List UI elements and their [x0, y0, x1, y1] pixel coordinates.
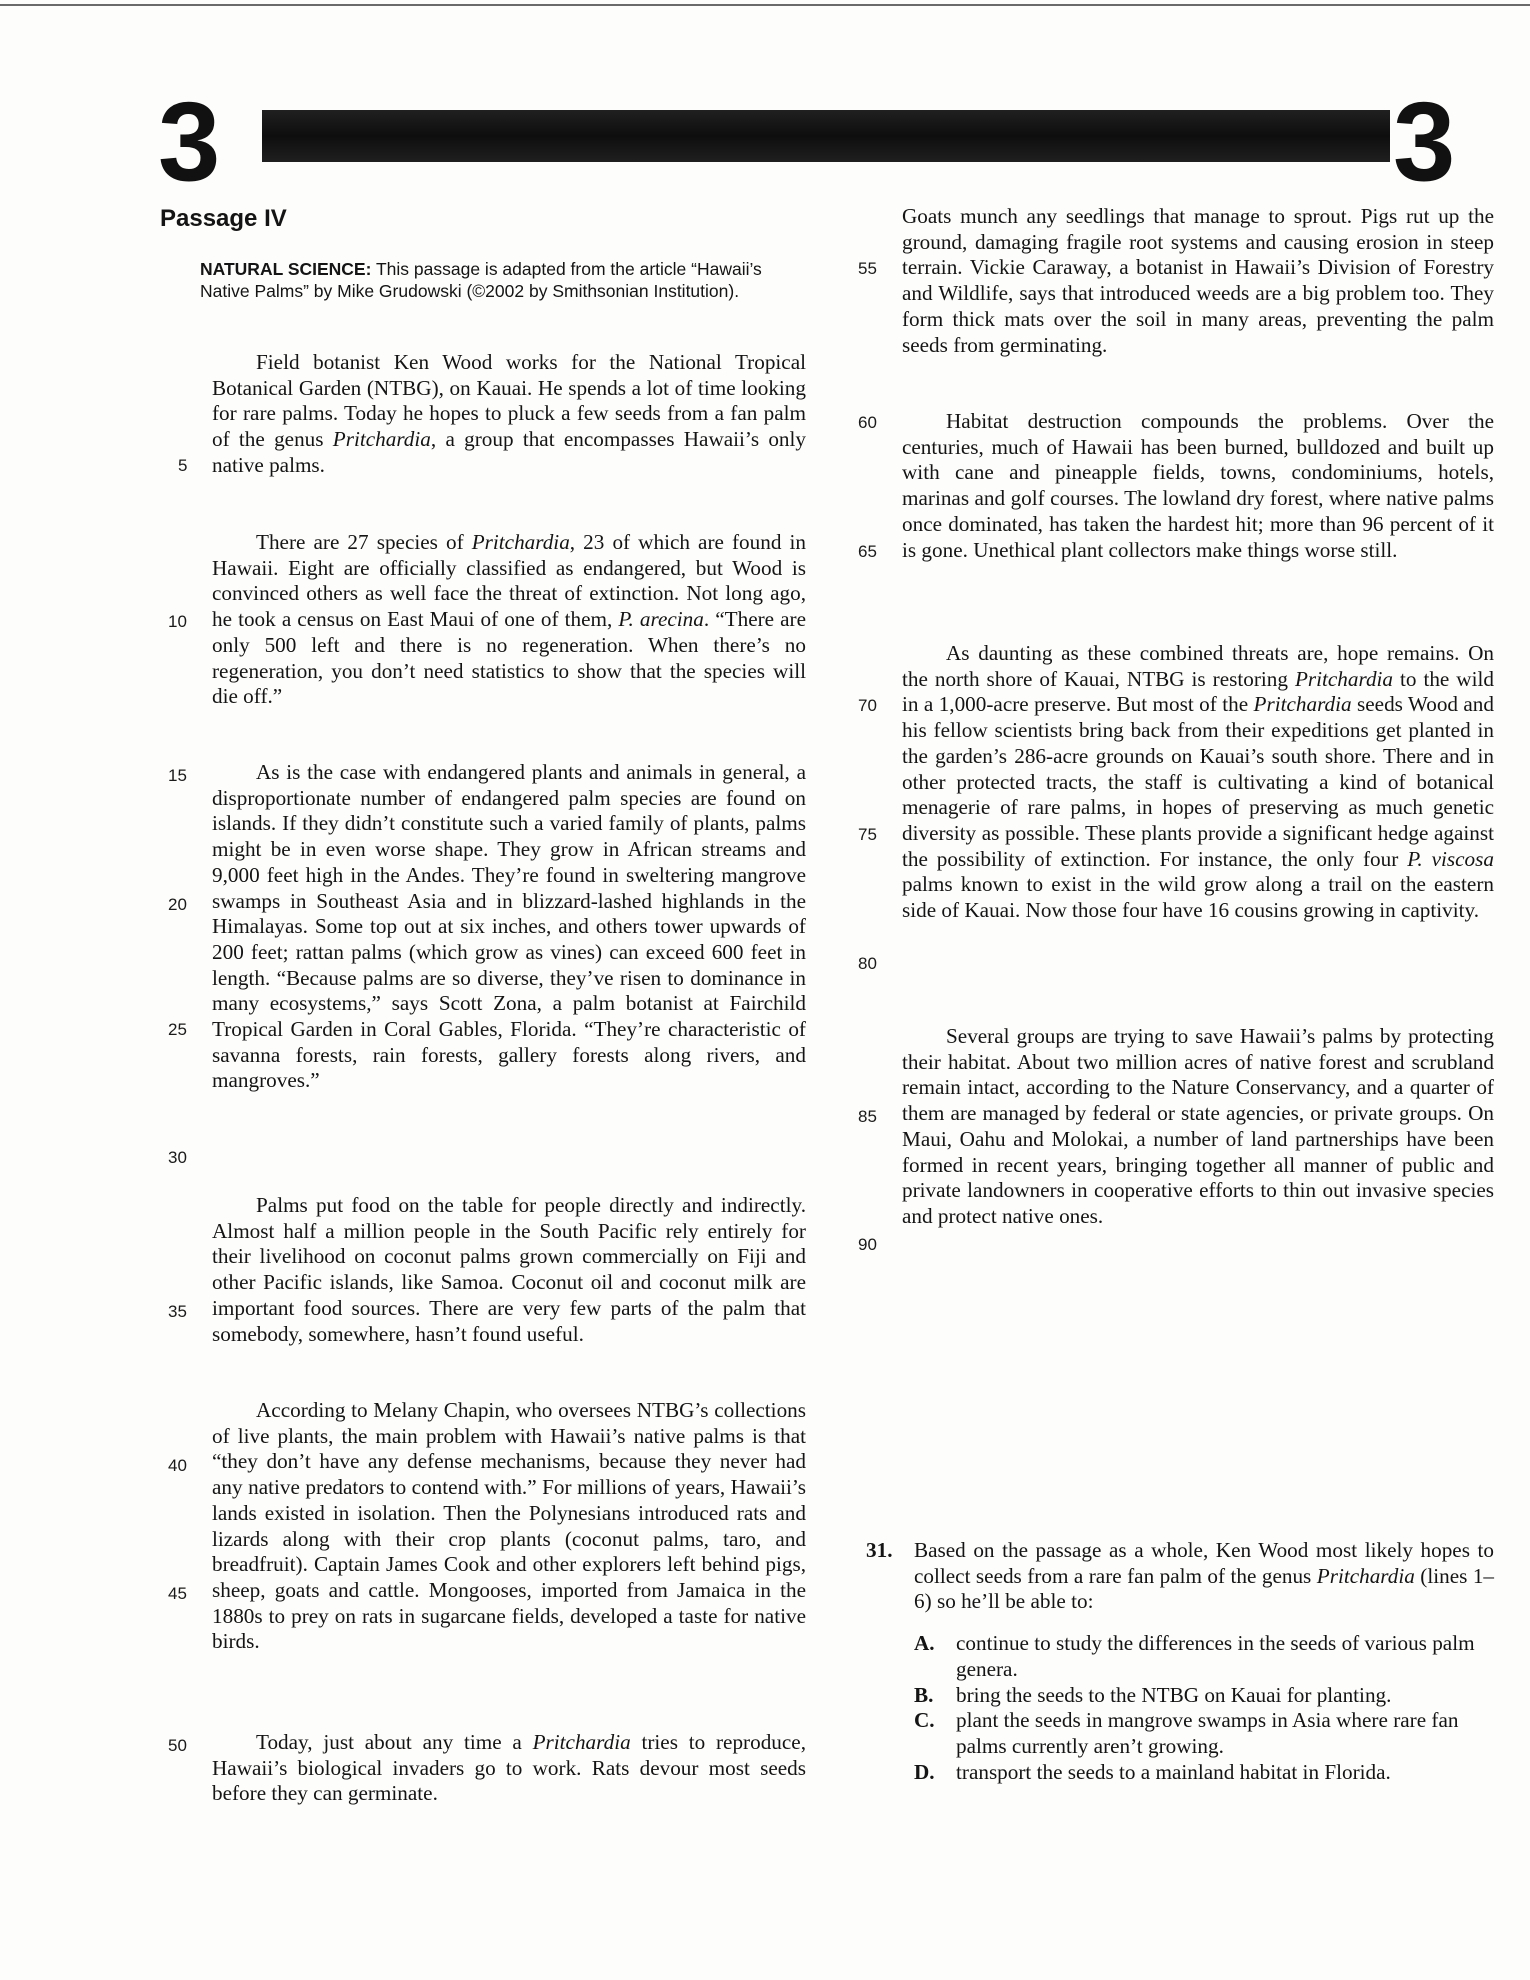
- paragraph-3-text: As is the case with endangered plants and animals in general, a disproportionate number of endangered palm species are found on islands. If they didn’t constitute such a varied family of plants, palms might be in even worse shape. They grow in African streams and 9,000 feet high in the Andes. They’re found in sweltering mangrove swamps in Southeast Asia and in blizzard-lashed highlands in the Himalayas. Some top out at six inches, and others tower upwards of 200 feet; rattan palms (which grow as vines) can exceed 600 feet in length. “Because palms are so diverse, they’ve risen to dominance in many ecosystems,” says Scott Zona, a palm botanist at Fairchild Tropical Garden in Coral Gables, Florida. “They’re characteristic of savanna forests, rain forests, gallery forests along rivers, and mangroves.”: [212, 760, 806, 1093]
- intro-label: NATURAL SCIENCE:: [200, 259, 372, 279]
- line-number: 60: [858, 413, 877, 432]
- option-letter: D.: [914, 1759, 935, 1784]
- paragraph-9: [902, 1024, 1494, 1230]
- paragraph-6-continued: [902, 204, 1494, 358]
- paragraph-3: [212, 760, 806, 1094]
- paragraph-1-text: Field botanist Ken Wood works for the National Tropical Botanical Garden (NTBG), on Kauai. He spends a lot of time looking for rare palms. Today he hopes to pluck a few seeds from a fan palm of the genus Pritchardia, a group that encompasses Hawaii’s only native palms.: [212, 350, 806, 477]
- intro-text: This passage is adapted from the article “Hawaii’s Native Palms” by Mike Grudowski (©2002 by Smithsonian Institution).: [200, 259, 762, 301]
- section-number-right: 3: [1393, 79, 1456, 204]
- option-text: continue to study the differences in the seeds of various palm genera.: [956, 1631, 1475, 1681]
- answer-option-a[interactable]: [914, 1631, 1494, 1682]
- question-stem: Based on the passage as a whole, Ken Wood most likely hopes to collect seeds from a rare fan palm of the genus Pritchardia (lines 1–6) so he’ll be able to:: [914, 1538, 1495, 1614]
- option-text: transport the seeds to a mainland habitat in Florida.: [956, 1759, 1391, 1784]
- page-top-rule: [0, 4, 1530, 6]
- paragraph-2-text: There are 27 species of Pritchardia, 23 of which are found in Hawaii. Eight are officially classified as endangered, but Wood is convinced others as well face the threat of extinction. Not long ago, he took a census on East Maui of one of them, P. arecina. “There are only 500 left and there is no regeneration. When there’s no regeneration, you don’t need statistics to show that the species will die off.”: [212, 530, 806, 709]
- paragraph-4-text: Palms put food on the table for people directly and indirectly. Almost half a million people in the South Pacific rely entirely for their livelihood on coconut palms grown commercially on Fiji and other Pacific islands, like Samoa. Coconut oil and coconut milk are important food sources. There are very few parts of the palm that somebody, somewhere, hasn’t found useful.: [212, 1193, 806, 1346]
- option-text: bring the seeds to the NTBG on Kauai for planting.: [956, 1682, 1392, 1707]
- paragraph-9-text: Several groups are trying to save Hawaii’s palms by protecting their habitat. About two million acres of native forest and scrubland remain intact, according to the Nature Conservancy, and a quarter of them are managed by federal or state agencies, or private groups. On Maui, Oahu and Molokai, a number of land partnerships have been formed in recent years, bringing together all manner of public and private landowners in cooperative efforts to thin out invasive species and protect native ones.: [902, 1024, 1494, 1228]
- paragraph-8: [902, 641, 1494, 924]
- line-number: 65: [858, 542, 877, 561]
- paragraph-2: [212, 530, 806, 710]
- section-number-left: 3: [158, 79, 221, 204]
- option-letter: B.: [914, 1682, 934, 1707]
- answer-option-d[interactable]: [914, 1760, 1494, 1786]
- line-number: 20: [168, 895, 187, 914]
- line-number: 50: [168, 1736, 187, 1755]
- paragraph-6-start: [212, 1730, 806, 1807]
- line-number: 85: [858, 1107, 877, 1126]
- line-number: 75: [858, 825, 877, 844]
- paragraph-7-text: Habitat destruction compounds the problems. Over the centuries, much of Hawaii has been burned, bulldozed and built up with cane and pineapple fields, towns, condominiums, hotels, marinas and golf courses. The lowland dry forest, where native palms once dominated, has taken the hardest hit; more than 96 percent of it is gone. Unethical plant collectors make things worse still.: [902, 409, 1494, 562]
- passage-title: Passage IV: [160, 205, 287, 232]
- line-number: 35: [168, 1302, 187, 1321]
- section-header-bar: [262, 110, 1390, 162]
- option-letter: C.: [914, 1708, 935, 1733]
- passage-intro: [200, 258, 800, 302]
- paragraph-6-start-text: Today, just about any time a Pritchardia tries to reproduce, Hawaii’s biological invaders go to work. Rats devour most seeds before they can germinate.: [212, 1730, 806, 1806]
- line-number: 70: [858, 696, 877, 715]
- line-number: 25: [168, 1020, 187, 1039]
- paragraph-6-continued-text: Goats munch any seedlings that manage to sprout. Pigs rut up the ground, damaging fragile root systems and causing erosion in steep terrain. Vickie Caraway, a botanist in Hawaii’s Division of Forestry and Wildlife, says that introduced weeds are a big problem too. They form thick mats over the soil in many areas, preventing the palm seeds from germinating.: [902, 204, 1494, 357]
- question-31: [866, 1538, 1494, 1785]
- option-text: plant the seeds in mangrove swamps in Asia where rare fan palms currently aren’t growing.: [956, 1708, 1459, 1758]
- paragraph-1: [212, 350, 806, 479]
- line-number: 15: [168, 766, 187, 785]
- line-number: 90: [858, 1235, 877, 1254]
- paragraph-4: [212, 1193, 806, 1347]
- line-number: 80: [858, 954, 877, 973]
- line-number: 5: [178, 456, 188, 475]
- line-number: 30: [168, 1148, 187, 1167]
- line-number: 10: [168, 612, 187, 631]
- line-number: 55: [858, 259, 877, 278]
- line-number: 40: [168, 1456, 187, 1475]
- answer-option-c[interactable]: [914, 1708, 1494, 1759]
- paragraph-8-text: As daunting as these combined threats are, hope remains. On the north shore of Kauai, NTBG is restoring Pritchardia to the wild in a 1,000-acre preserve. But most of the Pritchardia seeds Wood and his fellow scientists bring back from their expeditions get planted in the garden’s 286-acre grounds on Kauai’s south shore. There and in other protected tracts, the staff is cultivating a kind of botanical menagerie of rare palms, in hopes of preserving as much genetic diversity as possible. These plants provide a significant hedge against the possibility of extinction. For instance, the only four P. viscosa palms known to exist in the wild grow along a trail on the eastern side of Kauai. Now those four have 16 cousins growing in captivity.: [902, 641, 1494, 923]
- question-number: 31.: [866, 1538, 893, 1562]
- option-letter: A.: [914, 1631, 935, 1656]
- paragraph-5: [212, 1398, 806, 1655]
- paragraph-7: [902, 409, 1494, 563]
- answer-options: [914, 1631, 1494, 1785]
- paragraph-5-text: According to Melany Chapin, who oversees NTBG’s collections of live plants, the main problem with Hawaii’s native palms is that “they don’t have any defense mechanisms, because they never had any native predators to contend with.” For millions of years, Hawaii’s lands existed in isolation. Then the Polynesians introduced rats and lizards along with their crop plants (coconut palms, taro, and breadfruit). Captain James Cook and other explorers left behind pigs, sheep, goats and cattle. Mongooses, imported from Jamaica in the 1880s to prey on rats in sugarcane fields, developed a taste for native birds.: [212, 1398, 806, 1654]
- answer-option-b[interactable]: [914, 1683, 1494, 1709]
- line-number: 45: [168, 1584, 187, 1603]
